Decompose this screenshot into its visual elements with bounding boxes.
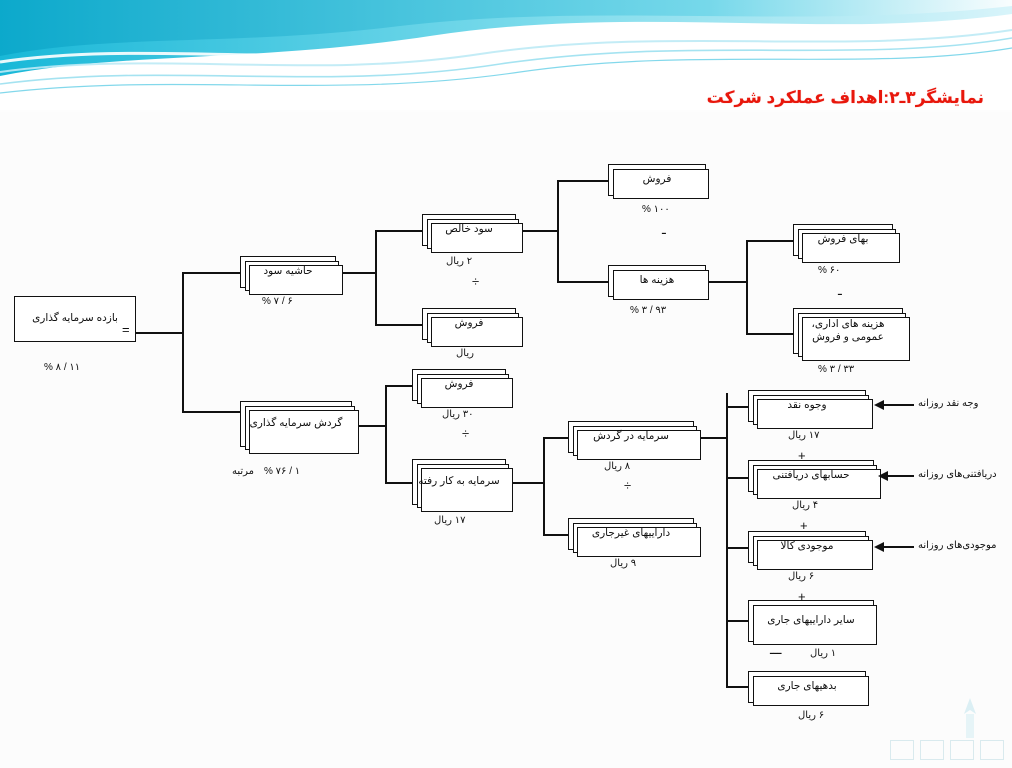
node-inventory-value: ۶ ریال [788, 571, 815, 582]
node-turnover-value: ۱ / ۷۶ % [264, 466, 301, 477]
node-sales-top-value: ۱۰۰ % [642, 204, 670, 215]
operator-plus-cash: + [798, 448, 806, 463]
node-label: بازده سرمایه گذاری [32, 312, 118, 325]
connector [557, 180, 559, 282]
connector [726, 393, 728, 688]
connector [746, 240, 748, 334]
node-label: گردش سرمایه گذاری [249, 417, 343, 430]
operator-minus-other: ـــ [770, 642, 782, 657]
connector [543, 437, 569, 439]
operator-plus-inventory: + [798, 589, 806, 604]
arrow-daily-inventory-icon [874, 541, 914, 553]
node-label: بدهیهای جاری [777, 680, 837, 693]
connector [385, 385, 387, 483]
node-label: سود خالص [445, 223, 493, 236]
node-capital-used[interactable] [412, 459, 506, 505]
connector [557, 281, 609, 283]
node-admin-expenses-value: ۳۳ / ۳ % [818, 364, 855, 375]
node-label: سرمایه به کار رفته [418, 475, 500, 488]
connector [375, 324, 423, 326]
connector [726, 477, 748, 479]
node-noncurrent-assets[interactable] [568, 518, 694, 550]
node-label: وجوه نقد [787, 399, 827, 412]
square-icon [890, 740, 914, 760]
node-turnover-unit: مرتبه [232, 466, 255, 477]
connector [182, 411, 240, 413]
node-root-value: ۱۱ / ۸ % [44, 362, 81, 373]
node-other-current-assets-value: ۱ ریال [810, 648, 837, 659]
node-label: حاشیه سود [263, 265, 313, 278]
node-cogs[interactable] [793, 224, 893, 256]
node-label: موجودی کالا [780, 540, 834, 553]
node-current-liabilities-value: ۶ ریال [798, 710, 825, 721]
node-other-current-assets[interactable] [748, 600, 874, 642]
operator-divide-turnover: ÷ [462, 426, 470, 441]
operator-minus-costs: ـ [838, 283, 842, 298]
connector [746, 333, 794, 335]
node-label: سایر داراییهای جاری [767, 614, 855, 627]
connector [726, 406, 748, 408]
operator-divide-margin: ÷ [472, 274, 480, 289]
arrow-left-icon [980, 740, 1004, 760]
operator-divide-working: ÷ [624, 478, 632, 493]
node-costs[interactable] [608, 265, 706, 297]
connector [182, 272, 240, 274]
node-label: حسابهای دریافتنی [772, 469, 850, 482]
connector [557, 180, 609, 182]
node-sales-top[interactable] [608, 164, 706, 196]
connector [136, 332, 184, 334]
annotation-daily-inventory: موجودی‌های روزانه [918, 540, 997, 551]
connector [385, 482, 413, 484]
arrow-daily-cash-icon [874, 399, 914, 411]
node-cogs-value: ۶۰ % [818, 265, 841, 276]
footer-icon-group [890, 740, 1004, 760]
connector [543, 534, 569, 536]
operator-plus-receivables: + [800, 518, 808, 533]
page-title: نمایشگر۳ـ۲:اهداف عملکرد شرکت [706, 88, 984, 107]
node-margin[interactable] [240, 256, 336, 288]
connector [705, 281, 747, 283]
node-label: بهای فروش [817, 233, 869, 246]
node-sales-margin-value: ریال [456, 348, 474, 359]
node-working-capital[interactable] [568, 421, 694, 453]
annotation-daily-cash: وجه نقد روزانه [918, 398, 979, 409]
node-label: فروش [454, 317, 484, 330]
node-receivables[interactable] [748, 460, 874, 492]
node-capital-used-value: ۱۷ ریال [434, 515, 466, 526]
annotation-daily-receivables: دریافتنی‌های روزانه [918, 469, 997, 480]
node-receivables-value: ۴ ریال [792, 500, 819, 511]
node-cash-value: ۱۷ ریال [788, 430, 820, 441]
connector [375, 230, 423, 232]
node-sales-margin[interactable] [422, 308, 516, 340]
node-label: داراییهای غیرجاری [591, 527, 671, 540]
pencil-icon [950, 740, 974, 760]
diagram-paper [0, 112, 1012, 768]
node-label: هزینه ها [639, 274, 675, 287]
connector [746, 240, 794, 242]
connector [726, 547, 748, 549]
node-admin-expenses[interactable] [793, 308, 903, 354]
connector [726, 620, 748, 622]
node-sales-turnover[interactable] [412, 369, 506, 401]
node-sales-turnover-value: ۳۰ ریال [442, 409, 474, 420]
watermark-logo-icon [950, 696, 990, 742]
node-label: فروش [444, 378, 474, 391]
arrow-daily-receivables-icon [878, 470, 914, 482]
node-net-profit[interactable] [422, 214, 516, 246]
node-inventory[interactable] [748, 531, 866, 563]
node-label: سرمایه در گردش [593, 430, 669, 443]
node-current-liabilities[interactable] [748, 671, 866, 703]
node-label: فروش [642, 173, 672, 186]
node-costs-value: ۹۳ / ۳ % [630, 305, 667, 316]
page-icon [920, 740, 944, 760]
node-net-profit-value: ۲ ریال [446, 256, 473, 267]
connector [726, 686, 748, 688]
connector [543, 437, 545, 535]
node-turnover[interactable] [240, 401, 352, 447]
node-noncurrent-assets-value: ۹ ریال [610, 558, 637, 569]
connector [182, 272, 184, 412]
node-label: هزینه های اداری، عمومی و فروش [811, 317, 885, 343]
equals-sign: = [122, 322, 130, 337]
node-cash[interactable] [748, 390, 866, 422]
connector [375, 230, 377, 326]
node-working-capital-value: ۸ ریال [604, 461, 631, 472]
connector [385, 385, 413, 387]
node-root[interactable] [14, 296, 136, 342]
operator-minus-top: ـ [662, 222, 666, 237]
node-margin-value: ۶ / ۷ % [262, 296, 293, 307]
